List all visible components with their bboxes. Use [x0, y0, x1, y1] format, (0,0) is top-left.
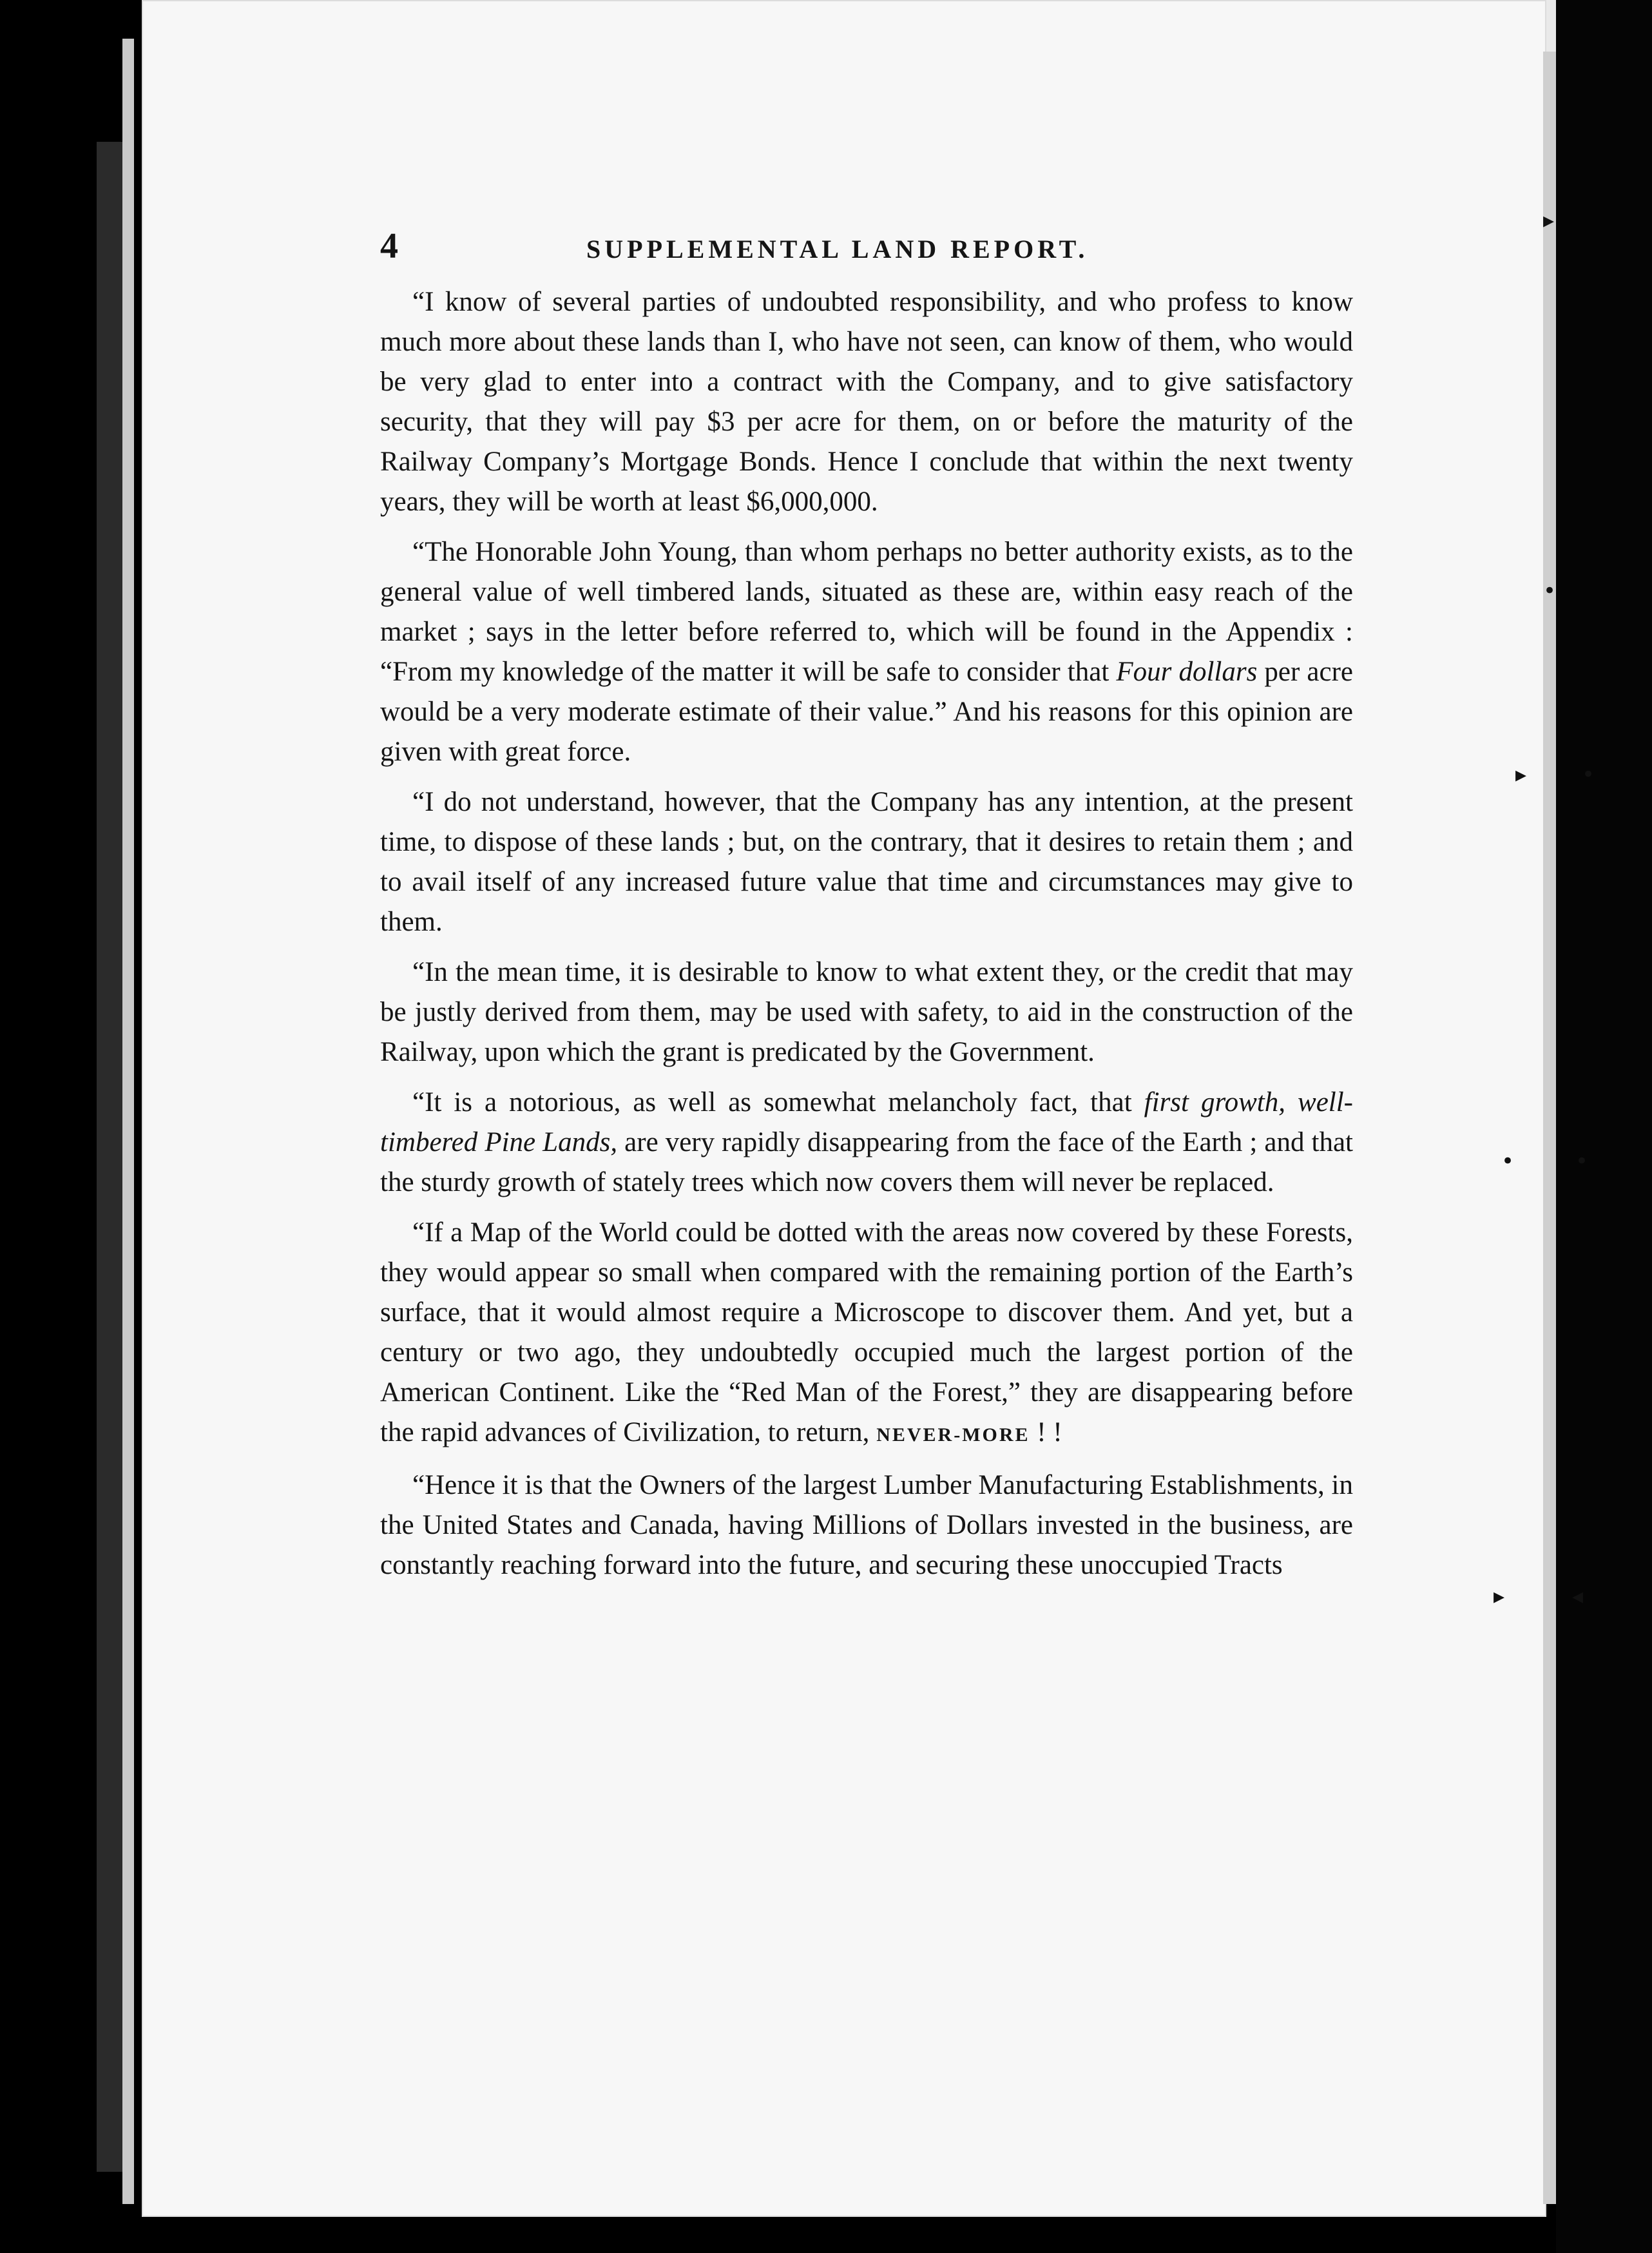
- paragraph-text: per acre would be a very moderate estimate of their value.” And his reasons for this opinion are given with great force.: [380, 657, 1353, 767]
- margin-mark: ▸: [1543, 208, 1555, 233]
- page-fold: [1543, 52, 1556, 2204]
- margin-mark: ▸: [1494, 1583, 1505, 1609]
- page-header: [380, 226, 1353, 277]
- binding-edge: [122, 39, 134, 2204]
- book-binding: [97, 142, 126, 2172]
- paragraph: “I do not understand, however, that the Company has any intention, at the present time, to dispose of these lands ; but, on the contrary, that it desires to retain them ; and to avail itself of any increased future value that time and circumstances may give to them.: [380, 787, 1353, 937]
- paragraph: “In the mean time, it is desirable to know to what extent they, or the credit that may be justly derived from them, may be used with safety, to aid in the construction of the Railway, upon which the grant is predicated by the Government.: [380, 957, 1353, 1067]
- paragraph: [380, 532, 1353, 772]
- paragraph: “I know of several parties of undoubted responsibility, and who profess to know much more about these lands than I, who have not seen, can know of them, who would be very glad to enter into a contract with the Company, and to give satisfactory security, that they will pay $3 per acre for them, on or before the maturity of the Railway Company’s Mortgage Bonds. Hence I conclude that within the next twenty years, they will be worth at least $6,000,000.: [380, 287, 1353, 517]
- running-head: SUPPLEMENTAL LAND REPORT.: [586, 235, 1089, 264]
- paragraph-text: “It is a notorious, as well as somewhat melancholy fact, that: [412, 1087, 1144, 1117]
- small-caps-phrase: NEVER-MORE: [876, 1424, 1030, 1446]
- margin-mark: ▸: [1515, 762, 1527, 788]
- paragraph-text: “If a Map of the World could be dotted with the areas now covered by these Forests, they would appear so small when compared with the remaining portion of the Earth’s surface, that it would almost require a Microscope to discover them. And yet, but a century or two ago, they undoubtedly occupied much the largest portion of the American Continent. Like the “Red Man of the Forest,” they are disappearing before the rapid advances of Civilization, to return,: [380, 1217, 1353, 1447]
- paragraph-text: ! !: [1030, 1417, 1062, 1447]
- paragraph: [380, 1213, 1353, 1455]
- italic-phrase: first growth, well-timbered Pine Lands,: [380, 1087, 1353, 1157]
- right-dark-strip: [1556, 0, 1652, 2253]
- page-text-block: [380, 226, 1353, 1966]
- paragraph-text: are very rapidly disappearing from the face of the Earth ; and that the sturdy growth of stately trees which now covers them will never be replaced.: [380, 1127, 1354, 1197]
- italic-phrase: Four dollars: [1116, 657, 1258, 687]
- margin-mark: •: [1501, 1148, 1515, 1174]
- paragraph-text: “The Honorable John Young, than whom perhaps no better authority exists, as to the general value of well timbered lands, situated as these are, within easy reach of the market ; says in the letter before referred to, which will be found in the Appendix : “From my knowledge of the matter it will be safe to consider that: [380, 537, 1353, 687]
- paragraph: “Hence it is that the Owners of the largest Lumber Manufacturing Establishments, in the United States and Canada, having Millions of Dollars invested in the business, are constantly reaching forward into the future, and securing these unoccupied Tracts: [380, 1470, 1353, 1580]
- margin-mark: •: [1575, 1148, 1589, 1174]
- page-number: 4: [380, 226, 398, 266]
- margin-mark: •: [1582, 762, 1595, 788]
- margin-mark: •: [1543, 578, 1557, 604]
- paragraph: [380, 1083, 1353, 1203]
- margin-mark: ◂: [1572, 1583, 1584, 1609]
